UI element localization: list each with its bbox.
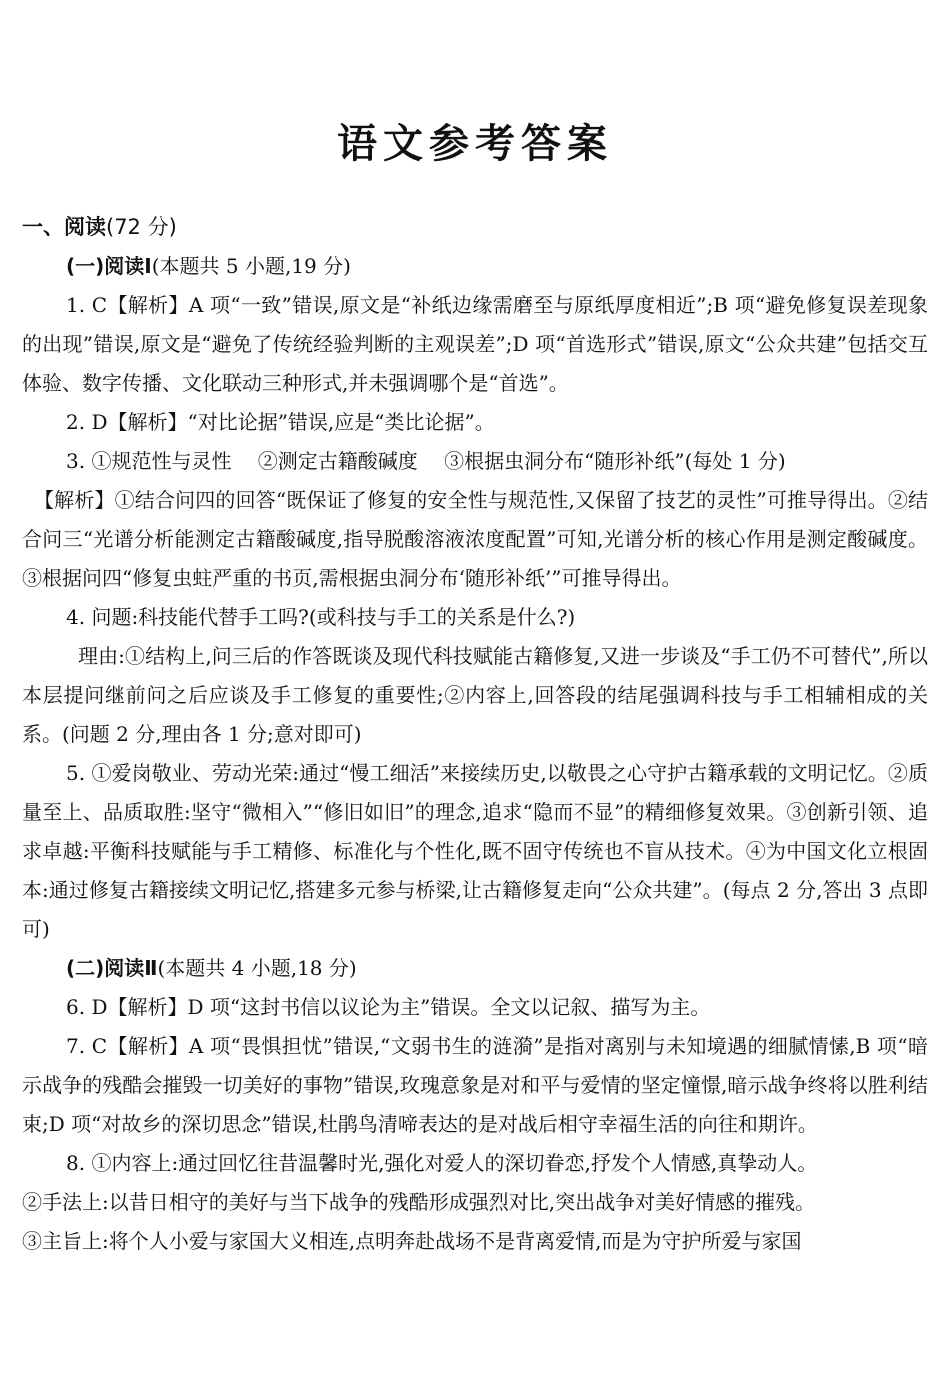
- page-title: 语文参考答案: [337, 121, 613, 167]
- answer-q4-reason: 理由:①结构上,问三后的作答既谈及现代科技赋能古籍修复,又进一步谈及“手工仍不可替代”,所以本层提问继前问之后应谈及手工修复的重要性;②内容上,回答段的结尾强调科技与手工相辅相成的关系。(问题 2 分,理由各 1 分;意对即可): [22, 644, 928, 746]
- answer-q6: 6. D【解析】D 项“这封书信以议论为主”错误。全文以记叙、描写为主。: [66, 995, 711, 1019]
- answer-q4-question: 4. 问题:科技能代替手工吗?(或科技与手工的关系是什么?): [66, 605, 576, 629]
- section-score: (72 分): [106, 215, 177, 239]
- part-heading-reading-2: [22, 949, 928, 988]
- answer-q3-analysis: 【解析】①结合问四的回答“既保证了修复的安全性与规范性,又保留了技艺的灵性”可推导得出。②结合问三“光谱分析能测定古籍酸碱度,指导脱酸溶液浓度配置”可知,光谱分析的核心作用是测定酸碱度。③根据问四“修复虫蛀严重的书页,需根据虫洞分布‘随形补纸’”可推导得出。: [22, 488, 928, 590]
- section-label: 一、阅读: [22, 215, 106, 239]
- answer-q7: 7. C【解析】A 项“畏惧担忧”错误,“文弱书生的涟漪”是指对离别与未知境遇的细腻情愫,B 项“暗示战争的残酷会摧毁一切美好的事物”错误,玫瑰意象是对和平与爱情的坚定憧憬,暗示战争终将以胜利结束;D 项“对故乡的深切思念”错误,杜鹃鸟清啼表达的是对战后相守幸福生活的向往和期许。: [22, 1034, 928, 1136]
- part-label: (一)阅读Ⅰ: [66, 254, 152, 278]
- part-heading-reading-1: [22, 247, 928, 286]
- part-note: (本题共 4 小题,18 分): [157, 956, 357, 980]
- answer-q1: 1. C【解析】A 项“一致”错误,原文是“补纸边缘需磨至与原纸厚度相近”;B 项“避免修复误差现象的出现”错误,原文是“避免了传统经验判断的主观误差”;D 项“首选形式”错误,原文“公众共建”包括交互体验、数字传播、文化联动三种形式,并未强调哪个是“首选”。: [22, 293, 928, 395]
- page-bottom-margin: [0, 1322, 950, 1398]
- part-label: (二)阅读Ⅱ: [66, 956, 158, 980]
- answer-q8-theme: ③主旨上:将个人小爱与家国大义相连,点明奔赴战场不是背离爱情,而是为守护所爱与家国: [22, 1229, 802, 1253]
- section-heading-reading: [22, 208, 928, 247]
- answer-q2: 2. D【解析】“对比论据”错误,应是“类比论据”。: [66, 410, 495, 434]
- answer-content: [22, 208, 928, 1261]
- answer-q3: 3. ①规范性与灵性 ②测定古籍酸碱度 ③根据虫洞分布“随形补纸”(每处 1 分): [66, 449, 786, 473]
- answer-q8-technique: ②手法上:以昔日相守的美好与当下战争的残酷形成强烈对比,突出战争对美好情感的摧残。: [22, 1190, 816, 1214]
- answer-q5: 5. ①爱岗敬业、劳动光荣:通过“慢工细活”来接续历史,以敬畏之心守护古籍承载的文明记忆。②质量至上、品质取胜:坚守“微相入”“修旧如旧”的理念,追求“隐而不显”的精细修复效果。③创新引领、追求卓越:平衡科技赋能与手工精修、标准化与个性化,既不固守传统也不盲从技术。④为中国文化立根固本:通过修复古籍接续文明记忆,搭建多元参与桥梁,让古籍修复走向“公众共建”。(每点 2 分,答出 3 点即可): [22, 761, 928, 941]
- part-note: (本题共 5 小题,19 分): [151, 254, 351, 278]
- answer-q8-content: 8. ①内容上:通过回忆往昔温馨时光,强化对爱人的深切眷恋,抒发个人情感,真挚动人。: [66, 1151, 818, 1175]
